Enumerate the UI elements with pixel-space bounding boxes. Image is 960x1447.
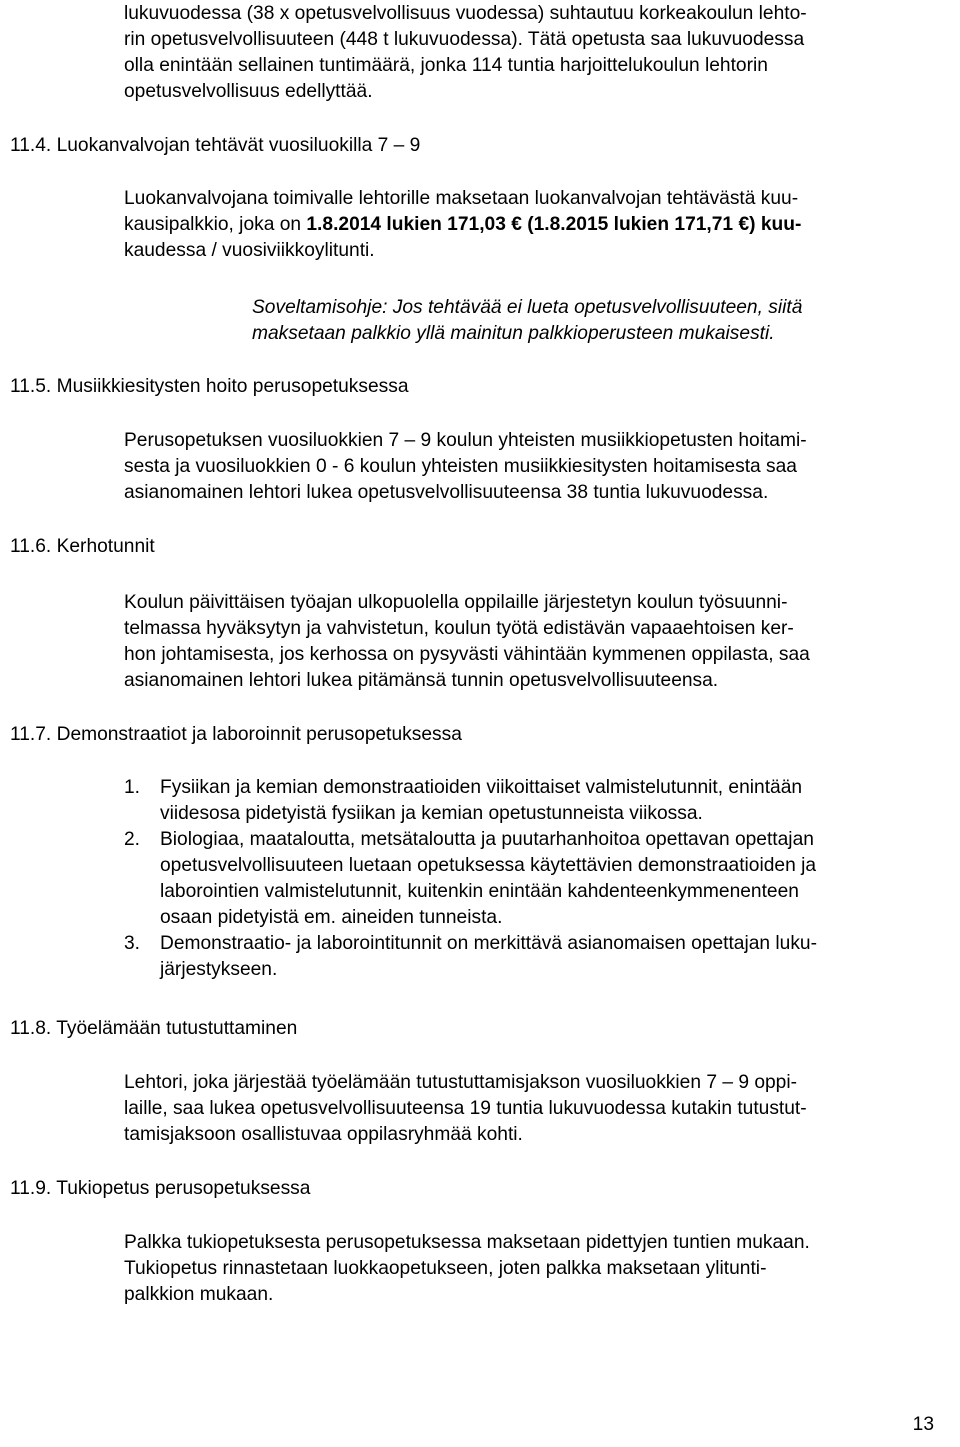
section-heading-11-8: 11.8. Työelämään tutustuttaminen (10, 1018, 298, 1039)
intro-line: rin opetusvelvollisuuteen (448 t lukuvuodessa). Tätä opetusta saa lukuvuodessa (124, 29, 805, 50)
list-line: Demonstraatio- ja laborointitunnit on merkittävä asianomaisen opettajan luku- (160, 933, 817, 954)
paragraph-line: tamisjaksoon osallistuvaa oppilasryhmää kohti. (124, 1124, 523, 1145)
text-run: kausipalkkio, joka on (124, 214, 307, 235)
list-line: Fysiikan ja kemian demonstraatioiden viikoittaiset valmistelutunnit, enintään (160, 777, 803, 798)
paragraph-line: Luokanvalvojana toimivalle lehtorille maksetaan luokanvalvojan tehtävästä kuu- (124, 188, 799, 209)
paragraph-line: asianomainen lehtori lukea opetusvelvollisuuteensa 38 tuntia lukuvuodessa. (124, 482, 769, 503)
section-11-8-paragraph (124, 1070, 807, 1148)
euro-sign: € (738, 214, 750, 235)
list-item (124, 775, 817, 827)
list-item (124, 827, 817, 931)
section-heading-11-6: 11.6. Kerhotunnit (10, 536, 155, 557)
section-11-9-paragraph (124, 1230, 810, 1308)
paragraph-line: Koulun päivittäisen työajan ulkopuolella oppilaille järjestetyn koulun työsuunni- (124, 592, 788, 613)
list-line: viidesosa pidetyistä fysiikan ja kemian opetustunneista viikossa. (160, 803, 703, 824)
list-item-number: 2. (124, 829, 141, 850)
paragraph-line: Perusopetuksen vuosiluokkien 7 – 9 koulun yhteisten musiikkiopetusten hoitami- (124, 430, 807, 451)
numbered-list (124, 775, 817, 983)
note-line: maksetaan palkkio yllä mainitun palkkioperusteen mukaisesti. (252, 323, 775, 344)
paragraph-line: hon johtamisesta, jos kerhossa on pysyvästi vähintään kymmenen oppilasta, saa (124, 644, 810, 665)
list-item-text (160, 931, 817, 983)
paragraph-line: Tukiopetus rinnastetaan luokkaopetukseen, joten palkka maksetaan ylitunti- (124, 1258, 767, 1279)
section-11-5-paragraph (124, 428, 807, 506)
section-heading-11-9: 11.9. Tukiopetus perusopetuksessa (10, 1178, 311, 1199)
fee-2015: (1.8.2015 lukien 171,71 (521, 214, 739, 235)
euro-sign: € (511, 214, 522, 235)
section-11-4-paragraph (124, 186, 801, 264)
note-line: Soveltamisohje: Jos tehtävää ei lueta opetusvelvollisuuteen, siitä (252, 297, 803, 318)
text-run: ) kuu- (749, 214, 802, 235)
paragraph-line: sesta ja vuosiluokkien 0 - 6 koulun yhteisten musiikkiesitysten hoitamisesta saa (124, 456, 797, 477)
section-heading-11-7: 11.7. Demonstraatiot ja laboroinnit perusopetuksessa (10, 724, 462, 745)
paragraph-line (124, 212, 801, 238)
intro-line: opetusvelvollisuus edellyttää. (124, 81, 373, 102)
paragraph-line: laille, saa lukea opetusvelvollisuuteensa 19 tuntia lukuvuodessa kutakin tutustut- (124, 1098, 807, 1119)
section-heading-11-5: 11.5. Musiikkiesitysten hoito perusopetuksessa (10, 376, 409, 397)
intro-paragraph (124, 1, 807, 105)
application-note (252, 295, 802, 347)
section-heading-11-4: 11.4. Luokanvalvojan tehtävät vuosiluokilla 7 – 9 (10, 135, 421, 156)
paragraph-line: Lehtori, joka järjestää työelämään tutustuttamisjakson vuosiluokkien 7 – 9 oppi- (124, 1072, 798, 1093)
list-line: Biologiaa, maataloutta, metsätaloutta ja puutarhanhoitoa opettavan opettajan (160, 829, 814, 850)
intro-line: lukuvuodessa (38 x opetusvelvollisuus vuodessa) suhtautuu korkeakoulun lehto- (124, 3, 807, 24)
paragraph-line: Palkka tukiopetuksesta perusopetuksessa maksetaan pidettyjen tuntien mukaan. (124, 1232, 810, 1253)
list-line: laborointien valmistelutunnit, kuitenkin enintään kahdenteenkymmenenteen (160, 881, 799, 902)
paragraph-line: asianomainen lehtori lukea pitämänsä tunnin opetusvelvollisuuteensa. (124, 670, 719, 691)
paragraph-line: telmassa hyväksytyn ja vahvistetun, koulun työtä edistävän vapaaehtoisen ker- (124, 618, 794, 639)
list-item-number: 1. (124, 777, 141, 798)
section-11-6-paragraph (124, 590, 810, 694)
list-line: osaan pidetyistä em. aineiden tunneista. (160, 907, 503, 928)
list-line: opetusvelvollisuuteen luetaan opetuksessa käytettävien demonstraatioiden ja (160, 855, 817, 876)
fee-2014: 1.8.2014 lukien 171,03 (306, 214, 512, 235)
list-item-number: 3. (124, 933, 141, 954)
list-item-text (160, 827, 817, 931)
paragraph-line: kaudessa / vuosiviikkoylitunti. (124, 240, 375, 261)
list-item (124, 931, 817, 983)
page-number: 13 (912, 1414, 934, 1435)
list-item-text (160, 775, 817, 827)
intro-line: olla enintään sellainen tuntimäärä, jonka 114 tuntia harjoittelukoulun lehtorin (124, 55, 768, 76)
list-line: järjestykseen. (160, 959, 278, 980)
paragraph-line: palkkion mukaan. (124, 1284, 274, 1305)
